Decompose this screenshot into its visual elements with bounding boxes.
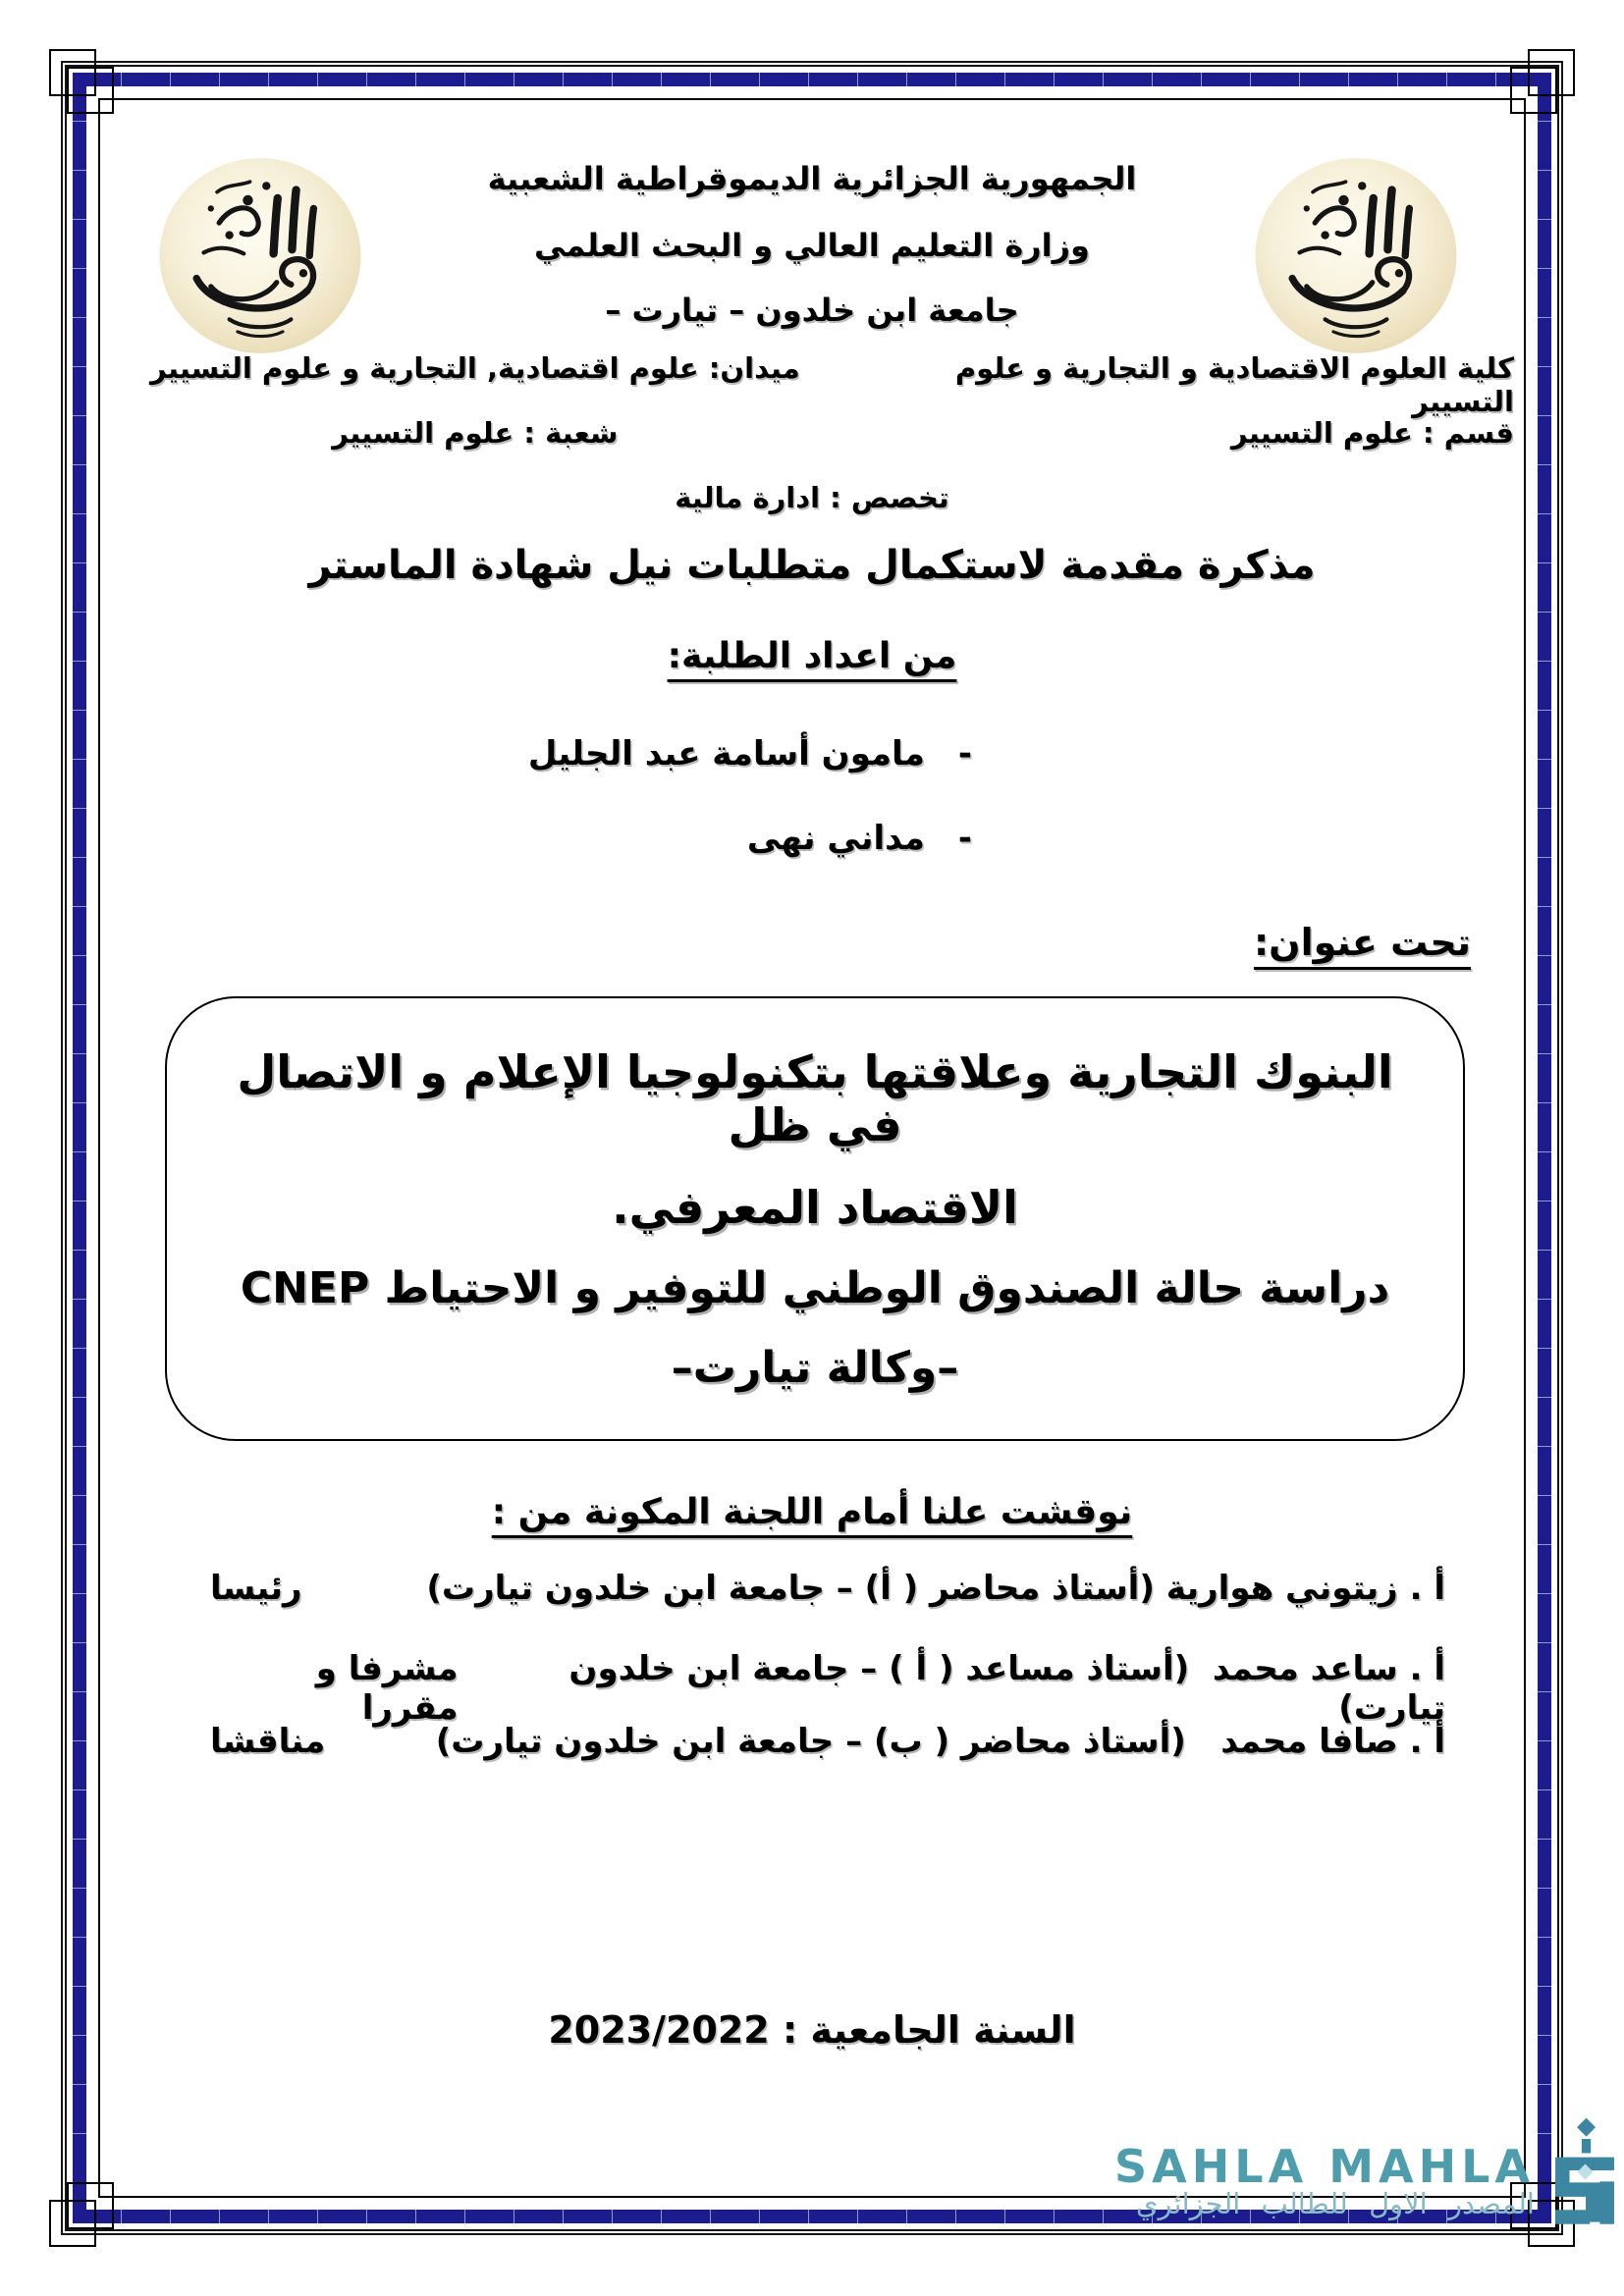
committee-member-name: أ . صافا محمد (أستاذ محاضر ( ب) – جامعة ابن خلدون تيارت)	[435, 1722, 1445, 1761]
memo-type-line: مذكرة مقدمة لاستكمال متطلبات نيل شهادة الماستر	[308, 543, 1316, 588]
committee-member-row	[210, 1722, 1445, 1761]
committee-heading: نوقشت علنا أمام اللجنة المكونة من :	[491, 1492, 1133, 1532]
university-name: جامعة ابن خلدون – تيارت –	[605, 292, 1019, 329]
department-name: قسم : علوم التسيير	[1230, 416, 1514, 450]
page-border-band-left	[73, 73, 86, 2223]
republic-title: الجمهورية الجزائرية الديموقراطية الشعبية	[487, 160, 1137, 197]
committee-member-row	[210, 1649, 1445, 1728]
committee-member-row	[210, 1569, 1445, 1608]
committee-member-role: مناقشا	[210, 1722, 326, 1761]
thesis-title-line: الاقتصاد المعرفي.	[612, 1180, 1018, 1234]
page-border-band-top	[73, 73, 1551, 86]
committee-member-role: رئيسا	[210, 1569, 302, 1608]
faculty-field-row	[110, 351, 1514, 418]
student-name: مامون أسامة عبد الجليل	[527, 734, 925, 774]
corner-ornament-top-left	[67, 67, 114, 114]
department-branch-row	[110, 416, 1514, 450]
academic-year-line: السنة الجامعية : 2023/2022	[548, 2008, 1076, 2052]
bullet-dash: -	[957, 819, 972, 858]
thesis-subtitle-line: دراسة حالة الصندوق الوطني للتوفير و الاحتياط CNEP	[240, 1262, 1390, 1313]
committee-member-role: مشرفا و مقررا	[315, 1649, 459, 1728]
under-title-heading: تحت عنوان:	[1253, 921, 1471, 964]
corner-ornament-top-right	[1510, 67, 1557, 114]
thesis-title-line: البنوك التجارية وعلاقتها بتكنولوجيا الإعلام و الاتصال في ظل	[237, 1044, 1393, 1151]
specialty-name: تخصص : ادارة مالية	[675, 481, 949, 514]
thesis-title-box	[165, 996, 1465, 1441]
faculty-name: كلية العلوم الاقتصادية و التجارية و علوم التسيير	[954, 351, 1514, 418]
field-name: ميدان: علوم اقتصادية, التجارية و علوم التسيير	[149, 351, 800, 385]
committee-member-name: أ . زيتوني هوارية (أستاذ محاضر ( أ) – جامعة ابن خلدون تيارت)	[426, 1569, 1445, 1608]
thesis-agency-line: –وكالة تيارت–	[671, 1342, 959, 1393]
ministry-title: وزارة التعليم العالي و البحث العلمي	[534, 227, 1090, 264]
watermark-tagline-text: المصدر الاول للطالب الجزائري	[1135, 2187, 1535, 2220]
page-border-band-right	[1538, 73, 1551, 2223]
student-name-item	[528, 734, 972, 774]
watermark-brand-text: SAHLA MAHLA	[1114, 2140, 1535, 2193]
prepared-by-heading: من اعداد الطلبة:	[667, 636, 957, 676]
bullet-dash: -	[957, 734, 972, 774]
branch-name: شعبة : علوم التسيير	[332, 416, 619, 450]
student-name: مداني نهى	[746, 819, 925, 858]
corner-ornament-bottom-left	[67, 2182, 114, 2229]
committee-member-name: أ . ساعد محمد (أستاذ مساعد ( أ ) – جامعة ابن خلدون تيارت)	[557, 1649, 1445, 1728]
watermark-kufic-logo-icon	[1540, 2109, 1624, 2232]
student-name-item	[747, 819, 972, 858]
